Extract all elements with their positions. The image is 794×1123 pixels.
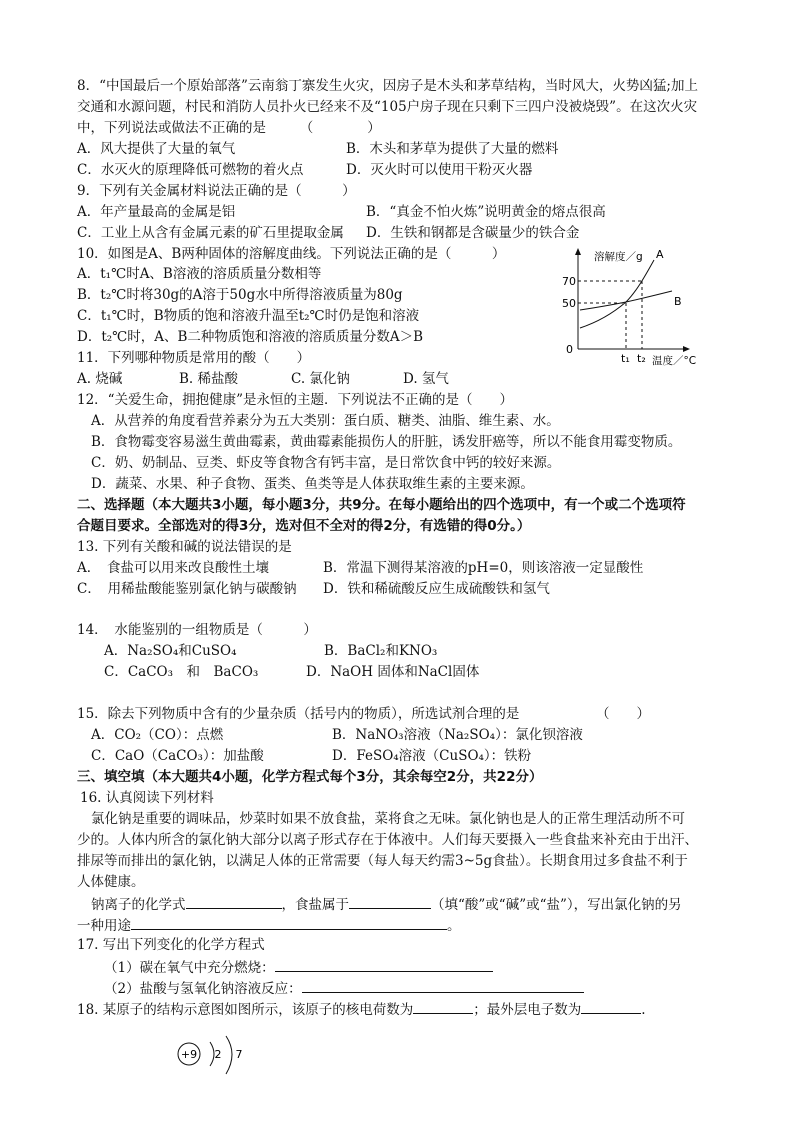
q12-option-d: D．蔬菜、水果、种子食物、蛋类、鱼类等是人体获取维生素的主要来源。 (91, 476, 534, 492)
q14-option-b: B．BaCl₂和KNO₃ (324, 643, 438, 659)
q16-paragraph-line3: 排尿等而排出的氯化钠，以满足人体的正常需要（每人每天约需3~5g食盐）。长期食用过多食盐不利于 (77, 853, 688, 869)
section2-heading-line1: 二、选择题（本大题共3小题，每小题3分，共9分。在每小题给出的四个选项中，有一个或二个选项符 (77, 497, 686, 513)
q16-fill-text-3: （填“酸”或“碱”或“盐”），写出氯化钠的另 (431, 897, 682, 913)
q11-option-d: D. 氢气 (403, 371, 449, 387)
q16-paragraph-line4: 人体健康。 (77, 874, 145, 890)
q18-stem-text-2: ；最外层电子数为 (473, 1002, 582, 1018)
q16-paragraph-line1: 氯化钠是重要的调味品，炒菜时如果不放食盐，菜将食之无味。氯化钠也是人的正常生理活动所不可 (91, 811, 685, 827)
q17-part-1 (104, 958, 493, 977)
q10-option-a: A．t₁℃时A、B溶液的溶质质量分数相等 (77, 266, 322, 282)
q12-stem: 12．“关爱生命，拥抱健康”是永恒的主题．下列说法不正确的是（ ） (77, 392, 513, 408)
q16-fill-text-5: 。 (447, 918, 461, 934)
section3-heading: 三、填空填（本大题共4小题，化学方程式每个3分，其余每空2分，共22分） (77, 769, 543, 785)
q14-option-c: C．CaCO₃ 和 BaCO₃ (104, 664, 259, 680)
q10-option-b: B．t₂℃时将30g的A溶于50g水中所得溶液质量为80g (77, 287, 403, 303)
q8-stem-line1: 8．“中国最后一个原始部落”云南翁丁寨发生火灾，因房子是木头和茅草结构，当时风大，火势凶猛;加上 (77, 78, 698, 94)
sodium-ion-formula-blank[interactable] (186, 895, 282, 909)
graph-curve-b-label: B (674, 295, 682, 308)
q16-fill-line (91, 895, 682, 914)
first-shell-electrons: 2 (214, 1048, 222, 1061)
q16-fill-line-2 (77, 916, 461, 935)
solubility-curve-graph (560, 246, 720, 372)
q11-stem: 11．下列哪种物质是常用的酸（ ） (77, 350, 311, 366)
q9-option-a: A．年产量最高的金属是铝 (77, 204, 236, 220)
q17-part-2 (104, 979, 584, 998)
q10-option-d: D．t₂℃时，A、B二种物质饱和溶液的溶质质量分数A＞B (77, 329, 424, 345)
q13-option-c: C． 用稀盐酸能鉴别氯化钠与碳酸钠 (77, 581, 297, 597)
graph-y-tick-50: 50 (562, 297, 576, 310)
q15-answer-paren: （ ） (596, 706, 650, 722)
q16-paragraph-line2: 少的。人体内所含的氯化钠大部分以离子形式存在于体液中。人们每天要摄入一些食盐来补充由于出汗、 (77, 832, 698, 848)
graph-y-label: 溶解度／g (594, 251, 643, 263)
q14-stem: 14． 水能鉴别的一组物质是（ ） (77, 622, 317, 638)
nuclear-charge-blank[interactable] (413, 1000, 473, 1014)
graph-curve-a-label: A (656, 248, 664, 261)
graph-x-label: 温度／°C (652, 355, 697, 367)
q9-option-b: B．“真金不怕火炼”说明黄金的熔点很高 (366, 204, 606, 220)
graph-origin: 0 (566, 343, 573, 356)
q12-option-a: A．从营养的角度看营养素分为五大类别：蛋白质、糖类、油脂、维生素、水。 (91, 413, 560, 429)
q17-part-1-label: （1）碳在氧气中充分燃烧： (104, 960, 275, 976)
q15-option-b: B．NaNO₃溶液（Na₂SO₄）：氯化钡溶液 (332, 727, 583, 743)
section2-heading-line2: 合题目要求。全部选对的得3分，选对但不全对的得2分，有选错的得0分。） (77, 518, 531, 534)
q17-part-2-label: （2）盐酸与氢氧化钠溶液反应： (104, 981, 302, 997)
q13-option-b: B．常温下测得某溶液的pH=0，则该溶液一定显酸性 (323, 560, 644, 576)
q9-option-c: C．工业上从含有金属元素的矿石里提取金属 (77, 225, 344, 241)
q12-option-b: B．食物霉变容易滋生黄曲霉素，黄曲霉素能损伤人的肝脏，诱发肝癌等，所以不能食用霉变物质。 (91, 434, 682, 450)
q10-option-c: C．t₁℃时，B物质的饱和溶液升温至t₂℃时仍是饱和溶液 (77, 308, 420, 324)
salt-classification-blank[interactable] (349, 895, 431, 909)
q15-option-d: D．FeSO₄溶液（CuSO₄）：铁粉 (332, 748, 532, 764)
graph-y-tick-70: 70 (562, 275, 576, 288)
q16-fill-text-1: 钠离子的化学式 (91, 897, 186, 913)
q8-stem-line3: 中，下列说法或做法不正确的是 （ ） (77, 120, 381, 136)
q15-stem: 15．除去下列物质中含有的少量杂质（括号内的物质），所选试剂合理的是 (77, 706, 520, 722)
neutralization-equation-blank[interactable] (302, 979, 584, 993)
second-shell-electrons: 7 (235, 1048, 243, 1061)
q15-option-c: C．CaO（CaCO₃）：加盐酸 (91, 748, 264, 764)
q8-stem-line2: 交通和水源问题，村民和消防人员扑火已经来不及“105户房子现在只剩下三四户没被烧毁”。在这次火灾 (77, 99, 698, 115)
q8-option-c: C．水灭火的原理降低可燃物的着火点 (77, 162, 304, 178)
sodium-chloride-use-blank[interactable] (131, 916, 447, 930)
outer-electrons-blank[interactable] (581, 1000, 641, 1014)
q8-option-b: B．木头和茅草为提供了大量的燃料 (346, 141, 559, 157)
q13-option-a: A． 食盐可以用来改良酸性土壤 (77, 560, 269, 576)
q11-option-b: B. 稀盐酸 (179, 371, 239, 387)
q14-option-a: A．Na₂SO₄和CuSO₄ (104, 643, 237, 659)
q9-option-d: D．生铁和钢都是含碳量少的铁合金 (366, 225, 580, 241)
q16-fill-text-2: ，食盐属于 (281, 897, 349, 913)
q12-option-c: C．奶、奶制品、豆类、虾皮等食物含有钙丰富，是日常饮食中钙的较好来源。 (91, 455, 561, 471)
q13-option-d: D．铁和稀硫酸反应生成硫酸铁和氢气 (323, 581, 550, 597)
nucleus-charge-label: +9 (180, 1048, 198, 1061)
q8-option-d: D．灭火时可以使用干粉灭火器 (346, 162, 533, 178)
q11-option-c: C. 氯化钠 (291, 371, 350, 387)
q10-stem: 10．如图是A、B两种固体的溶解度曲线。下列说法正确的是（ ） (77, 246, 506, 262)
q17-stem: 17. 写出下列变化的化学方程式 (77, 937, 265, 953)
q9-stem: 9．下列有关金属材料说法正确的是（ ） (77, 183, 356, 199)
q14-option-d: D．NaOH 固体和NaCl固体 (306, 664, 480, 680)
graph-x-tick-t1: t₁ (621, 352, 630, 365)
q15-option-a: A．CO₂（CO）：点燃 (91, 727, 224, 743)
q16-fill-text-4: 一种用途 (77, 918, 131, 934)
q18-stem-text-1: 18. 某原子的结构示意图如图所示，该原子的核电荷数为 (77, 1002, 414, 1018)
q13-stem: 13. 下列有关酸和碱的说法错误的是 (77, 539, 292, 555)
q8-option-a: A．风大提供了大量的氧气 (77, 141, 236, 157)
atom-structure-diagram (172, 1030, 262, 1080)
q18-stem (77, 1000, 646, 1019)
q18-stem-text-3: . (641, 1002, 646, 1018)
q11-option-a: A. 烧碱 (77, 371, 123, 387)
carbon-combustion-equation-blank[interactable] (275, 958, 493, 972)
graph-x-tick-t2: t₂ (637, 352, 646, 365)
q16-stem: 16. 认真阅读下列材料 (80, 790, 214, 806)
